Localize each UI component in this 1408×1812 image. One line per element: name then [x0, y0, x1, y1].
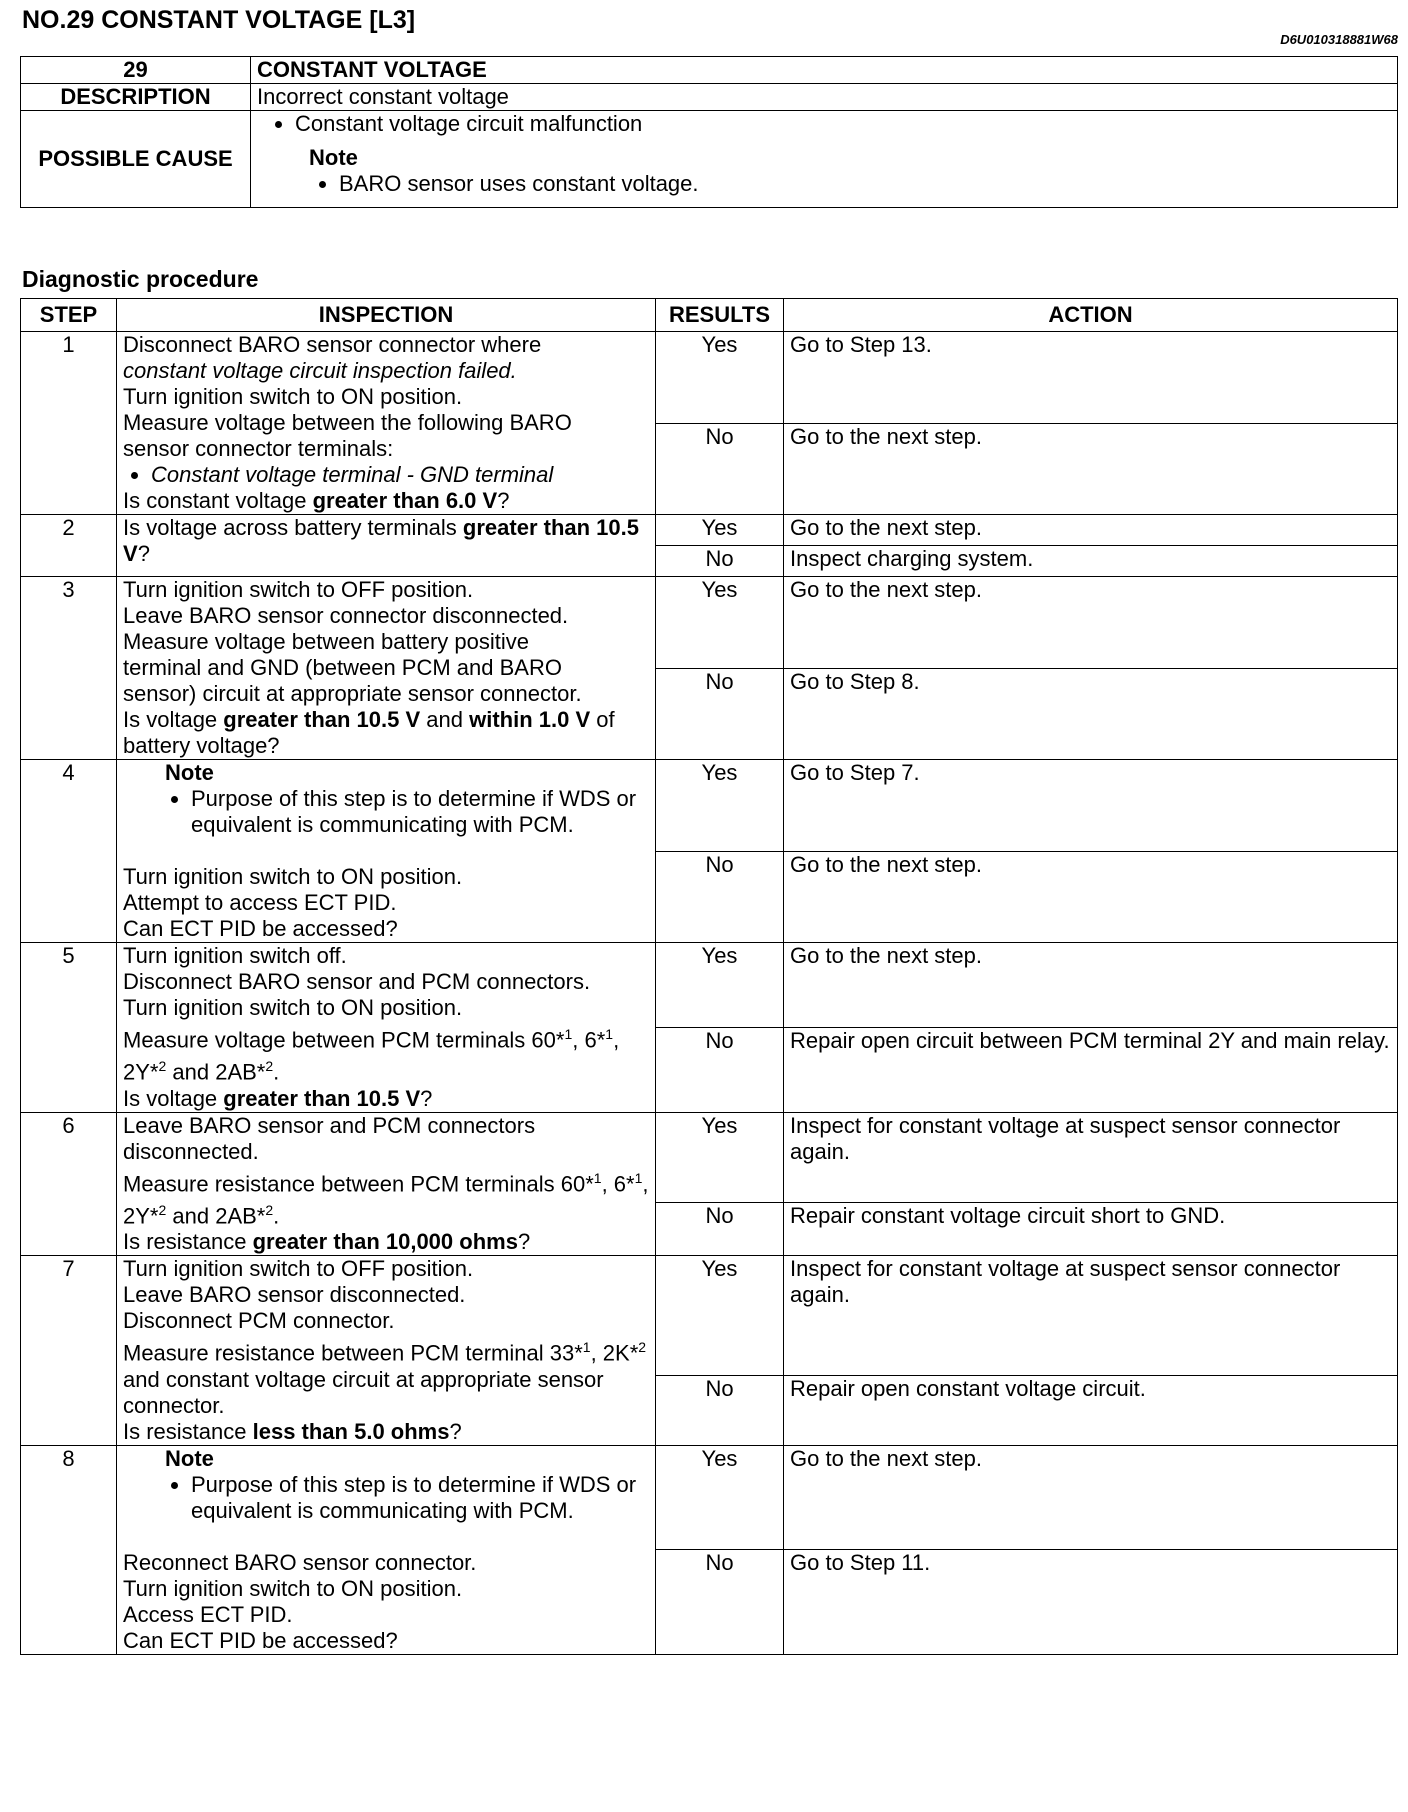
inspection-question: Is voltage greater than 10.5 V and within 1.0 V of battery voltage? [123, 707, 615, 758]
inspection-line: Measure resistance between PCM terminals 60*$^1$, 6*$^1$, 2Y*$^2$ and 2AB*$^2$. [123, 1169, 649, 1229]
result-yes: Yes [656, 515, 784, 546]
action-no: Repair constant voltage circuit short to GND. [784, 1203, 1398, 1256]
inspection-line: sensor) circuit at appropriate sensor connector. [123, 681, 582, 706]
action-no: Repair open circuit between PCM terminal 2Y and main relay. [784, 1027, 1398, 1112]
inspection-line: Disconnect PCM connector. [123, 1308, 395, 1334]
note-item: • Purpose of this step is to determine if WDS or equivalent is communicating with PCM. [191, 786, 649, 838]
action-yes: Inspect for constant voltage at suspect sensor connector again. [784, 1112, 1398, 1203]
result-no: No [656, 546, 784, 577]
table-row [21, 1445, 1398, 1550]
result-yes: Yes [656, 943, 784, 1028]
inspection-cell [117, 577, 656, 760]
inspection-line: Turn ignition switch off. [123, 943, 347, 968]
info-row-header [21, 57, 1398, 84]
inspection-line: Turn ignition switch to OFF position. [123, 1256, 474, 1282]
result-yes: Yes [656, 577, 784, 669]
action-yes: Go to Step 7. [784, 760, 1398, 852]
dtc-name: CONSTANT VOLTAGE [251, 57, 1398, 84]
result-no: No [656, 668, 784, 760]
inspection-line: Can ECT PID be accessed? [123, 916, 398, 941]
action-no: Go to Step 11. [784, 1550, 1398, 1655]
inspection-cell [117, 760, 656, 943]
action-yes: Go to Step 13. [784, 332, 1398, 424]
inspection-bullet: • Constant voltage terminal - GND terminal [151, 462, 649, 488]
action-yes: Go to the next step. [784, 1445, 1398, 1550]
inspection-line: sensor connector terminals: [123, 436, 394, 461]
procedure-title: Diagnostic procedure [22, 266, 259, 292]
inspection-line: Reconnect BARO sensor connector. [123, 1549, 477, 1575]
dtc-info-table [20, 56, 1398, 208]
action-no: Inspect charging system. [784, 546, 1398, 577]
inspection-line: Measure voltage between PCM terminals 60*$^1$, 6*$^1$, 2Y*$^2$ and 2AB*$^2$. [123, 1026, 620, 1085]
result-no: No [656, 1550, 784, 1655]
note-label: Note [165, 760, 214, 785]
inspection-line: Turn ignition switch to ON position. [123, 384, 463, 409]
inspection-question: Is resistance less than 5.0 ohms? [123, 1418, 462, 1444]
inspection-cell [117, 332, 656, 515]
step-number: 8 [21, 1445, 117, 1654]
action-yes: Go to the next step. [784, 943, 1398, 1028]
result-yes: Yes [656, 1256, 784, 1375]
inspection-question: Is voltage across battery terminals greater than 10.5 V? [117, 515, 656, 577]
inspection-line: Measure voltage between the following BARO [123, 410, 572, 435]
action-no: Go to the next step. [784, 423, 1398, 515]
inspection-line: terminal and GND (between PCM and BARO [123, 655, 562, 680]
result-no: No [656, 851, 784, 943]
table-row [21, 943, 1398, 1028]
inspection-line: Measure resistance between PCM terminal 33*$^1$, 2K*$^2$ and constant voltage circuit at appropriate sensor connector. [123, 1339, 647, 1418]
inspection-question: Is constant voltage greater than 6.0 V? [123, 488, 510, 513]
inspection-line: Access ECT PID. [123, 1601, 293, 1627]
table-header-row [21, 299, 1398, 332]
result-yes: Yes [656, 1445, 784, 1550]
dtc-number: 29 [21, 57, 251, 84]
cause-item: • Constant voltage circuit malfunction [295, 111, 1391, 137]
inspection-line: Turn ignition switch to OFF position. [123, 577, 474, 602]
inspection-line: Turn ignition switch to ON position. [123, 1575, 463, 1601]
header-results: RESULTS [656, 299, 784, 332]
table-row [21, 515, 1398, 546]
document-id: D6U010318881W68 [1280, 32, 1398, 47]
table-row [21, 332, 1398, 424]
inspection-line: Turn ignition switch to ON position. [123, 864, 463, 889]
action-no: Go to the next step. [784, 851, 1398, 943]
table-row [21, 1112, 1398, 1203]
inspection-line: Can ECT PID be accessed? [123, 1627, 398, 1653]
inspection-cell [117, 1112, 656, 1256]
step-number: 3 [21, 577, 117, 760]
action-yes: Go to the next step. [784, 577, 1398, 669]
description-text: Incorrect constant voltage [251, 84, 1398, 111]
inspection-cell [117, 1445, 656, 1654]
step-number: 7 [21, 1256, 117, 1445]
action-yes: Go to the next step. [784, 515, 1398, 546]
result-no: No [656, 423, 784, 515]
inspection-line: Measure voltage between battery positive [123, 629, 530, 654]
note-label: Note [309, 145, 358, 170]
action-no: Repair open constant voltage circuit. [784, 1375, 1398, 1445]
info-row-cause [21, 111, 1398, 208]
note-label: Note [165, 1445, 214, 1471]
inspection-question: Is resistance greater than 10,000 ohms? [123, 1229, 531, 1255]
inspection-line: Turn ignition switch to ON position. [123, 995, 463, 1020]
table-row [21, 1256, 1398, 1375]
step-number: 5 [21, 943, 117, 1113]
header-step: STEP [21, 299, 117, 332]
table-row [21, 577, 1398, 669]
possible-cause-label: POSSIBLE CAUSE [21, 111, 251, 208]
table-row [21, 760, 1398, 852]
note-item: • BARO sensor uses constant voltage. [339, 171, 1391, 197]
info-row-description [21, 84, 1398, 111]
inspection-line: Disconnect BARO sensor connector where [123, 332, 542, 357]
inspection-cell [117, 1256, 656, 1445]
page-title: NO.29 CONSTANT VOLTAGE [L3] [22, 6, 416, 34]
result-no: No [656, 1375, 784, 1445]
header-inspection: INSPECTION [117, 299, 656, 332]
inspection-line: Leave BARO sensor connector disconnected. [123, 603, 569, 628]
note-item: • Purpose of this step is to determine if WDS or equivalent is communicating with PCM. [191, 1472, 649, 1524]
result-yes: Yes [656, 1112, 784, 1203]
action-yes: Inspect for constant voltage at suspect sensor connector again. [784, 1256, 1398, 1375]
diagnostic-procedure-table [20, 298, 1398, 1655]
step-number: 1 [21, 332, 117, 515]
inspection-line: Leave BARO sensor and PCM connectors disconnected. [123, 1112, 536, 1164]
inspection-cell [117, 943, 656, 1113]
inspection-question: Is voltage greater than 10.5 V? [123, 1085, 433, 1111]
step-number: 2 [21, 515, 117, 577]
step-number: 4 [21, 760, 117, 943]
result-yes: Yes [656, 332, 784, 424]
result-no: No [656, 1027, 784, 1112]
possible-cause-cell [251, 111, 1398, 208]
step-number: 6 [21, 1112, 117, 1256]
action-no: Go to Step 8. [784, 668, 1398, 760]
inspection-line: Attempt to access ECT PID. [123, 890, 397, 915]
result-no: No [656, 1203, 784, 1256]
result-yes: Yes [656, 760, 784, 852]
inspection-line: constant voltage circuit inspection failed. [123, 358, 517, 383]
inspection-line: Leave BARO sensor disconnected. [123, 1282, 466, 1308]
description-label: DESCRIPTION [21, 84, 251, 111]
inspection-line: Disconnect BARO sensor and PCM connectors. [123, 969, 591, 994]
header-action: ACTION [784, 299, 1398, 332]
